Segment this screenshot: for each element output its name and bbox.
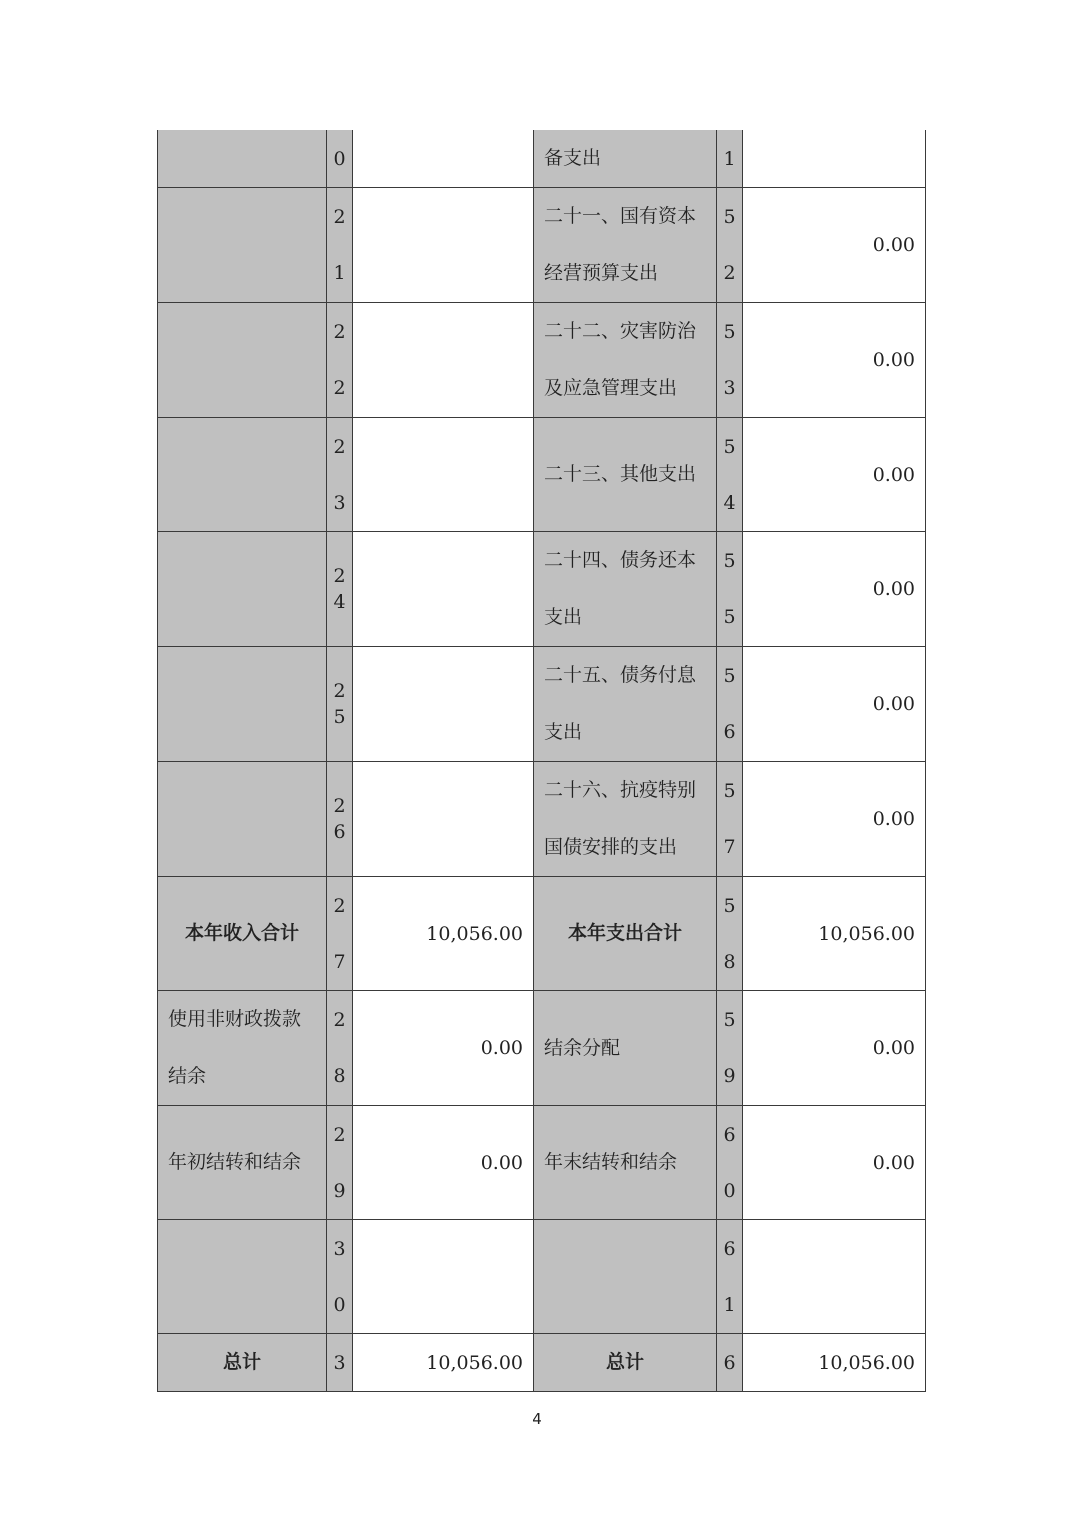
table-row [158, 188, 926, 303]
left-item-label: 年初结转和结余 [158, 1106, 327, 1220]
row-number-digit: 2 [333, 795, 346, 817]
table-row [158, 1106, 926, 1220]
left-row-number [327, 877, 353, 991]
left-amount [353, 1220, 534, 1334]
left-item-label: 总计 [158, 1334, 327, 1392]
right-row-number [717, 1220, 743, 1334]
row-number-digit: 2 [333, 321, 346, 343]
right-row-number [717, 1106, 743, 1220]
right-row-number [717, 188, 743, 303]
left-row-number [327, 532, 353, 647]
left-item-label: 使用非财政拨款结余 [158, 991, 327, 1106]
row-number-digit: 7 [333, 950, 346, 973]
left-amount [353, 130, 534, 188]
right-item-label: 二十六、抗疫特别国债安排的支出 [534, 762, 717, 877]
table-body [158, 130, 926, 1392]
left-item-label [158, 762, 327, 877]
left-row-number [327, 762, 353, 877]
row-number-digit: 2 [333, 206, 346, 228]
left-amount: 0.00 [353, 1106, 534, 1220]
left-row-number [327, 1220, 353, 1334]
left-item-label [158, 647, 327, 762]
right-item-label [534, 1220, 717, 1334]
left-amount: 0.00 [353, 991, 534, 1106]
left-amount [353, 762, 534, 877]
right-amount: 0.00 [743, 303, 926, 418]
row-number-digit: 5 [723, 606, 736, 628]
row-number-digit: 0 [333, 1293, 346, 1316]
left-row-number [327, 303, 353, 418]
right-row-number [717, 418, 743, 532]
row-number-digit: 2 [333, 680, 346, 702]
row-number-digit: 1 [723, 147, 736, 170]
row-number-digit: 8 [333, 1065, 346, 1087]
right-amount: 0.00 [743, 532, 926, 647]
left-item-label [158, 532, 327, 647]
right-amount [743, 1220, 926, 1334]
table-row [158, 762, 926, 877]
left-row-number [327, 991, 353, 1106]
row-number-digit: 6 [723, 1351, 736, 1374]
right-item-label: 二十一、国有资本经营预算支出 [534, 188, 717, 303]
row-number-digit: 1 [333, 262, 346, 284]
right-amount: 10,056.00 [743, 877, 926, 991]
row-number-digit: 3 [333, 491, 346, 514]
left-amount [353, 303, 534, 418]
right-item-label: 结余分配 [534, 991, 717, 1106]
left-row-number [327, 647, 353, 762]
right-amount [743, 130, 926, 188]
left-amount: 10,056.00 [353, 877, 534, 991]
row-number-digit: 2 [333, 1123, 346, 1146]
left-item-label: 本年收入合计 [158, 877, 327, 991]
row-number-digit: 5 [723, 665, 736, 687]
left-row-number [327, 1334, 353, 1392]
left-item-label [158, 418, 327, 532]
table-row [158, 418, 926, 532]
left-row-number [327, 130, 353, 188]
row-number-digit: 6 [333, 821, 346, 843]
table-row [158, 991, 926, 1106]
left-item-label [158, 188, 327, 303]
row-number-digit: 4 [333, 591, 346, 613]
row-number-digit: 4 [723, 491, 736, 514]
table-row [158, 303, 926, 418]
row-number-digit: 5 [723, 1009, 736, 1031]
right-item-label: 本年支出合计 [534, 877, 717, 991]
right-amount: 0.00 [743, 762, 926, 877]
right-row-number [717, 991, 743, 1106]
right-item-label: 总计 [534, 1334, 717, 1392]
left-item-label [158, 130, 327, 188]
row-number-digit: 3 [723, 377, 736, 399]
row-number-digit: 5 [723, 206, 736, 228]
row-number-digit: 5 [723, 321, 736, 343]
right-item-label: 二十四、债务还本支出 [534, 532, 717, 647]
row-number-digit: 1 [723, 1293, 736, 1316]
row-number-digit: 5 [333, 706, 346, 728]
page-number: 4 [532, 1410, 542, 1428]
table-row [158, 877, 926, 991]
right-item-label: 年末结转和结余 [534, 1106, 717, 1220]
table-row [158, 647, 926, 762]
row-number-digit: 3 [333, 1237, 346, 1260]
right-amount: 10,056.00 [743, 1334, 926, 1392]
right-amount: 0.00 [743, 188, 926, 303]
left-amount [353, 532, 534, 647]
left-amount [353, 418, 534, 532]
budget-table [157, 130, 926, 1392]
right-row-number [717, 647, 743, 762]
right-row-number [717, 130, 743, 188]
row-number-digit: 6 [723, 721, 736, 743]
left-row-number [327, 1106, 353, 1220]
right-amount: 0.00 [743, 418, 926, 532]
row-number-digit: 9 [333, 1179, 346, 1202]
row-number-digit: 5 [723, 550, 736, 572]
row-number-digit: 2 [333, 377, 346, 399]
right-row-number [717, 1334, 743, 1392]
left-amount [353, 647, 534, 762]
right-amount: 0.00 [743, 1106, 926, 1220]
table-row [158, 130, 926, 188]
left-row-number [327, 418, 353, 532]
row-number-digit: 6 [723, 1237, 736, 1260]
left-amount [353, 188, 534, 303]
right-item-label: 二十二、灾害防治及应急管理支出 [534, 303, 717, 418]
right-amount: 0.00 [743, 647, 926, 762]
row-number-digit: 8 [723, 950, 736, 973]
table-row [158, 1220, 926, 1334]
right-item-label: 二十三、其他支出 [534, 418, 717, 532]
row-number-digit: 0 [333, 147, 346, 170]
left-item-label [158, 1220, 327, 1334]
right-row-number [717, 303, 743, 418]
row-number-digit: 2 [333, 435, 346, 458]
row-number-digit: 5 [723, 894, 736, 917]
table-row [158, 532, 926, 647]
right-row-number [717, 762, 743, 877]
right-amount: 0.00 [743, 991, 926, 1106]
row-number-digit: 0 [723, 1179, 736, 1202]
row-number-digit: 2 [723, 262, 736, 284]
right-row-number [717, 877, 743, 991]
row-number-digit: 5 [723, 780, 736, 802]
row-number-digit: 5 [723, 435, 736, 458]
row-number-digit: 6 [723, 1123, 736, 1146]
row-number-digit: 2 [333, 894, 346, 917]
left-item-label [158, 303, 327, 418]
row-number-digit: 7 [723, 836, 736, 858]
right-item-label: 二十五、债务付息支出 [534, 647, 717, 762]
row-number-digit: 3 [333, 1351, 346, 1374]
right-row-number [717, 532, 743, 647]
table-row [158, 1334, 926, 1392]
row-number-digit: 9 [723, 1065, 736, 1087]
left-amount: 10,056.00 [353, 1334, 534, 1392]
row-number-digit: 2 [333, 565, 346, 587]
row-number-digit: 2 [333, 1009, 346, 1031]
left-row-number [327, 188, 353, 303]
right-item-label: 备支出 [534, 130, 717, 188]
